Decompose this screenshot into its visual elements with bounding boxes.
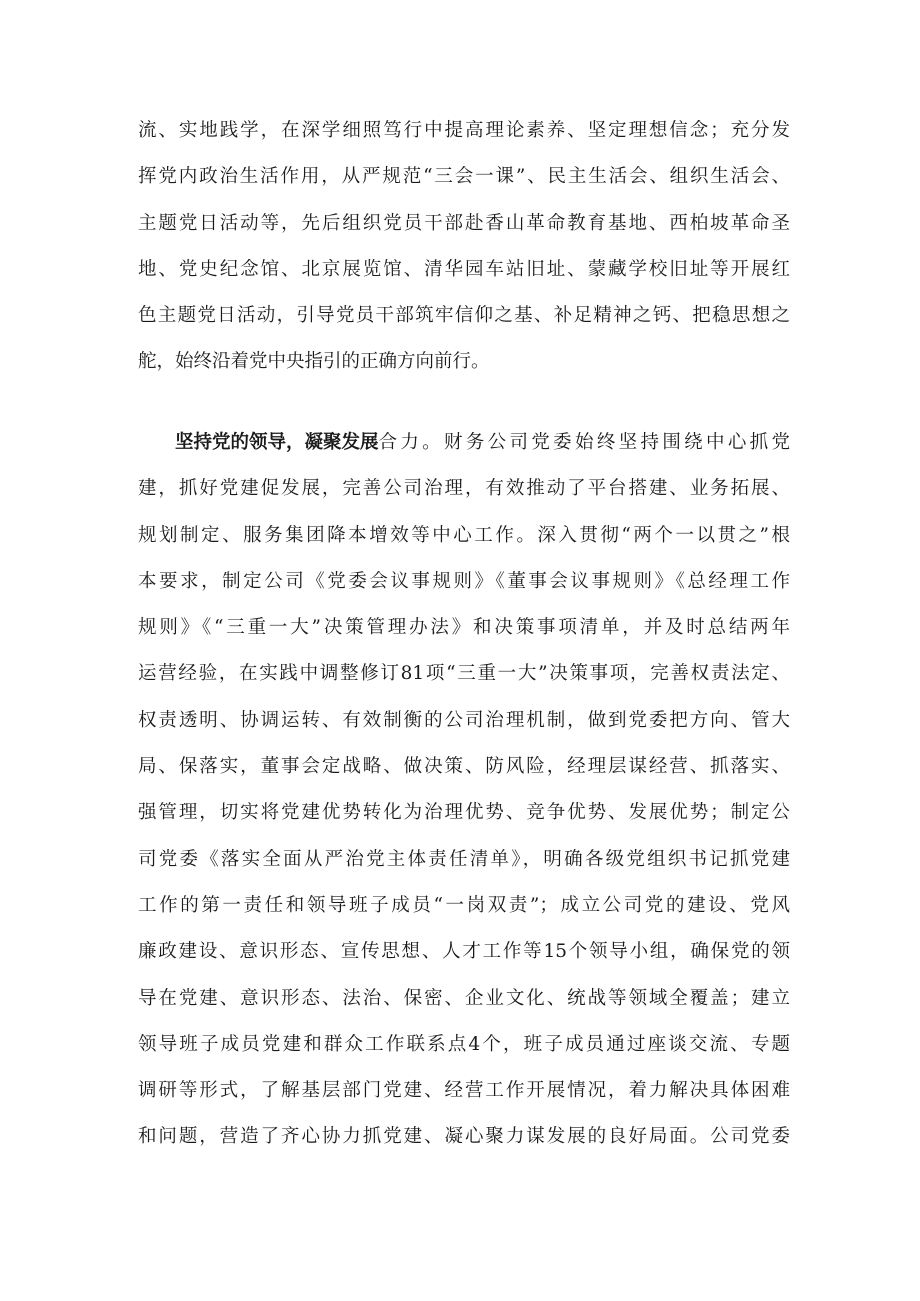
paragraph-2 <box>138 420 790 1161</box>
line-text: 调研等形式，了解基层部门党建、经营工作开展情况，着力解决具体困难 <box>138 1080 790 1102</box>
line-text: 本要求，制定公司《党委会议事规则》《董事会议事规则》《总经理工作 <box>138 570 790 592</box>
line-text: 地、党史纪念馆、北京展览馆、清华园车站旧址、蒙藏学校旧址等开展红 <box>138 258 790 280</box>
text-line <box>138 1022 790 1068</box>
text-line <box>138 790 790 836</box>
line-text: 合力。财务公司党委始终坚持围绕中心抓党 <box>378 432 790 453</box>
text-line <box>138 339 790 385</box>
paragraph-1 <box>138 108 790 386</box>
line-text: 运营经验，在实践中调整修订81项“三重一大”决策事项，完善权责法定、 <box>138 663 790 685</box>
text-line <box>138 698 790 744</box>
line-text: 司党委《落实全面从严治党主体责任清单》，明确各级党组织书记抓党建 <box>138 848 790 870</box>
line-text: 主题党日活动等，先后组织党员干部赴香山革命教育基地、西柏坡革命圣 <box>138 212 790 234</box>
text-line <box>138 883 790 929</box>
line-text: 廉政建设、意识形态、宣传思想、人才工作等15个领导小组，确保党的领 <box>138 941 790 963</box>
text-line <box>138 837 790 883</box>
line-text: 规则》《“三重一大”决策管理办法》和决策事项清单，并及时总结两年 <box>138 617 790 639</box>
text-line <box>138 1068 790 1114</box>
text-line <box>138 420 790 466</box>
text-line <box>138 744 790 790</box>
text-line <box>138 247 790 293</box>
paragraph-heading: 坚持党的领导，凝聚发展 <box>175 432 379 453</box>
line-text: 和问题，营造了齐心协力抓党建、凝心聚力谋发展的良好局面。公司党委 <box>138 1126 790 1148</box>
line-text: 建，抓好党建促发展，完善公司治理，有效推动了平台搭建、业务拓展、 <box>138 478 790 500</box>
line-text: 规划制定、服务集团降本增效等中心工作。深入贯彻“两个一以贯之”根 <box>138 524 790 546</box>
line-text: 导在党建、意识形态、法治、保密、企业文化、统战等领域全覆盖；建立 <box>138 987 790 1009</box>
text-line <box>138 976 790 1022</box>
line-text: 舵，始终沿着党中央指引的正确方向前行。 <box>138 351 490 373</box>
text-line <box>138 559 790 605</box>
line-text: 局、保落实，董事会定战略、做决策、防风险，经理层谋经营、抓落实、 <box>138 756 790 778</box>
text-line <box>138 929 790 975</box>
line-text: 工作的第一责任和领导班子成员“一岗双责”；成立公司党的建设、党风 <box>138 894 790 916</box>
line-text: 色主题党日活动，引导党员干部筑牢信仰之基、补足精神之钙、把稳思想之 <box>138 305 790 327</box>
text-line <box>138 466 790 512</box>
text-line <box>138 154 790 200</box>
text-line <box>138 201 790 247</box>
line-text: 挥党内政治生活作用，从严规范“三会一课”、民主生活会、组织生活会、 <box>138 166 790 188</box>
line-text: 强管理，切实将党建优势转化为治理优势、竞争优势、发展优势；制定公 <box>138 802 790 824</box>
text-line <box>138 651 790 697</box>
text-line <box>138 1114 790 1160</box>
line-text: 领导班子成员党建和群众工作联系点4个，班子成员通过座谈交流、专题 <box>138 1033 790 1055</box>
line-text: 权责透明、协调运转、有效制衡的公司治理机制，做到党委把方向、管大 <box>138 709 790 731</box>
text-line <box>138 513 790 559</box>
line-text: 流、实地践学，在深学细照笃行中提高理论素养、坚定理想信念；充分发 <box>138 120 790 141</box>
text-line <box>138 605 790 651</box>
text-line <box>138 108 790 154</box>
text-line <box>138 293 790 339</box>
